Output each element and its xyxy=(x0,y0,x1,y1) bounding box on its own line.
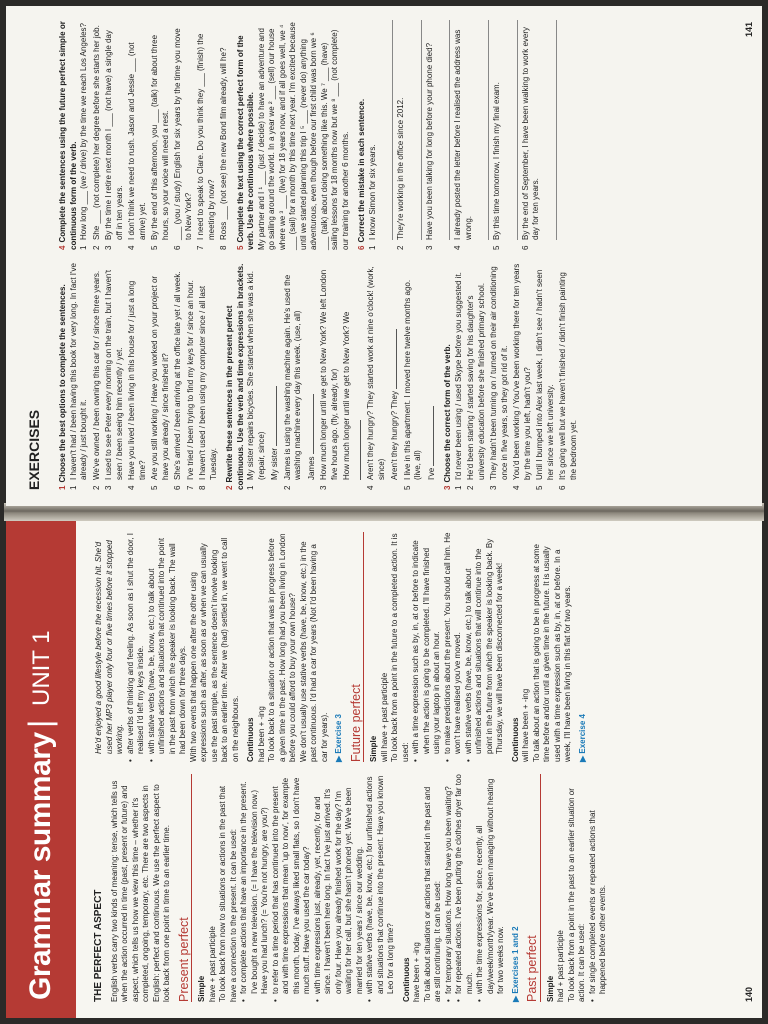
answer-line xyxy=(505,20,518,240)
grammar-summary-banner xyxy=(6,518,76,1018)
item-number: 6 xyxy=(520,245,530,250)
item-text: I'd never been using / used Skype before you suggested it. xyxy=(453,272,463,480)
exercise-item xyxy=(127,20,148,250)
item-text: She ___ (not complete) her degree before she starts her job. xyxy=(91,25,101,240)
exercise-item xyxy=(512,262,533,490)
subheading: Continuous xyxy=(246,717,255,762)
item-number: 1 xyxy=(79,245,88,250)
bullet-point: • with a time expression such as by, in, at or before to indicate when the action is going to be completed. I'll have finished using your laptop in about an hour. xyxy=(411,532,443,762)
answer-prompt: My sister xyxy=(269,262,281,490)
exercise-item xyxy=(396,20,407,250)
item-number: 4 xyxy=(453,245,462,250)
item-text: I haven't used / been using my computer since / all last Tuesday. xyxy=(198,285,218,480)
bullet-point: • to make predictions about the present. You should call him. He won't have realised you've moved. xyxy=(443,532,464,762)
item-text: Have you lived / been living in this house for / just a long time? xyxy=(127,280,147,480)
item-text: Aren't they hungry? They started work at nine o'clock! (work, since) xyxy=(366,266,386,480)
item-number: 3 xyxy=(104,245,113,250)
example-sentence: He'd enjoyed a good lifestyle before the recession hit. She'd used her MP3 player only four or five times before it stopped working. xyxy=(94,540,124,754)
exercise-item xyxy=(521,20,542,250)
exercise-item xyxy=(535,262,556,490)
item-text: It's going well but we haven't finished / didn't finish painting the bedroom yet. xyxy=(558,272,578,480)
exercise-item xyxy=(150,262,171,490)
exercise-item xyxy=(425,20,436,250)
instruction-text: Complete the text using the correct perfect form of the verb. Use the continuous where possible. xyxy=(235,35,255,250)
item-number: 3 xyxy=(489,485,498,490)
bullet-point: • with stative verbs (have, be, know, etc.) to talk about unfinished actions and situations that will continue into the point in the future from which the speaker is looking back. By Thursday, we will have been disconnected for a week! xyxy=(464,532,506,762)
exercise-item xyxy=(150,20,171,250)
item-text: By the end of this afternoon, you ___ (talk) for about three hours, so your voice will need a rest. xyxy=(150,34,170,240)
paragraph: My partner and I ¹ ___ (just / decide) to have an adventure and go sailing around the world. In a year we ² ___ (sell) our house where we ³ ___ (live) for 18 years now, and if all goes well, we ⁴ ___ (sail) for a month by this time next year. I'm excited because until we started planning this trip I ⁵ ___ (never do) anything adventurous, even though before our first child was born we ⁶ ___ (talk) about doing something like this. We ⁷ ___ (have) sailing lessons for 18 months now but we ⁸ ___ (not complete) our training for another 6 months. xyxy=(256,22,350,250)
paragraph: English verbs carry two kinds of meaning: tense, which tells us when the action occurred in time (past, present or future) and aspect, which tells us how we view this time – whether it's completed, ongoing, temporary, etc. There are two aspects in English: perfect and continuous. We use the perfect aspect to look back from one point in time to an earlier time. xyxy=(109,780,171,1002)
bullet-point: • for temporary situations. How long have you been waiting? xyxy=(444,774,455,1002)
answer-prompt: James xyxy=(306,262,318,490)
left-column-2 xyxy=(94,532,732,762)
subheading: Simple xyxy=(545,975,555,1002)
item-text: How much longer until we get to New York? We left London five hours ago. (fly, already, for) xyxy=(319,269,339,480)
answer-prompt: I've xyxy=(426,262,438,490)
answer-line xyxy=(544,20,557,240)
item-number: 6 xyxy=(558,485,567,490)
item-number: 1 xyxy=(367,245,377,250)
bullet-point: • to refer to a time period that has continued into the present and with time expressions that mean 'up to now', for example this month, today. I've always liked small flats, so I don't have much stuff. Have you used the car today? xyxy=(271,774,313,1002)
paragraph: To talk about situations or actions that started in the past and are still continuing. It can be used: xyxy=(422,786,442,1002)
instruction-text: Choose the correct form of the verb. xyxy=(443,344,452,483)
paragraph: To look back from a point in the past to an earlier situation or action. It can be used: xyxy=(566,788,586,1002)
item-text: I need to speak to Clare. Do you think they ___ (finish) the meeting by now? xyxy=(196,33,216,240)
exercise-item xyxy=(453,20,474,250)
item-text: My sister repairs bicycles. She started when she was a kid. (repair, since) xyxy=(246,271,266,480)
item-text: I don't think we need to rush. Jason and Jessie ___ (not arrive) yet. xyxy=(127,42,147,240)
instruction-text: Complete the sentences using the future perfect simple or continuous form of the verb. xyxy=(58,21,78,250)
exercise-item xyxy=(104,20,125,250)
paragraph: have been + -ing xyxy=(412,942,421,1002)
item-number: 2 xyxy=(282,485,292,490)
exercise-instruction xyxy=(58,20,79,250)
bullet-point: • for complete actions that have an importance in the present. I've bought a new television. (= I have the television now.) Have you had lunch? (= You're not hungry, are you?) xyxy=(239,774,271,1002)
item-number: 7 xyxy=(185,485,195,490)
exercise-item xyxy=(92,262,103,490)
item-text: You'd been working / You've been working there for ten years by the time you left, hadn't you? xyxy=(512,263,532,480)
exercise-item xyxy=(186,262,197,490)
answer-prompt: How much longer until we get to New York? We xyxy=(342,262,364,490)
exercise-item xyxy=(454,262,465,490)
item-number: 5 xyxy=(402,485,412,490)
item-number: 2 xyxy=(466,485,475,490)
exercise-number: 5 xyxy=(235,245,245,250)
item-number: 3 xyxy=(424,245,434,250)
paragraph: have + past participle xyxy=(207,926,217,1002)
exercise-instruction xyxy=(357,20,368,250)
exercise-item xyxy=(69,262,90,490)
exercise-instruction xyxy=(236,20,257,250)
item-text: By this time tomorrow, I finish my final exam. xyxy=(492,82,501,240)
bullet-point: • with stative verbs (have, be, know, etc.) to talk about unfinished actions and situations that continued into the point in the past from which the speaker is looking back. The wall had been down for three days. xyxy=(147,532,189,762)
item-number: 1 xyxy=(246,485,255,490)
paragraph: We don't usually use stative verbs (have, be, know, etc.) in the past continuous. I'd had a car for years (Not I'd been having a car for years). xyxy=(298,541,329,762)
exercise-item xyxy=(403,262,424,490)
paragraph: had + past participle xyxy=(556,930,565,1002)
item-text: I already posted the letter before I realised the address was wrong. xyxy=(453,29,473,240)
bullet-point: • for single completed events or repeated actions that happened before other events. xyxy=(588,774,609,1002)
exercise-number: 2 xyxy=(225,485,234,490)
paragraph: will have been + -ing xyxy=(521,688,530,762)
answer-line xyxy=(476,20,489,240)
item-text: I live in this apartment. I moved here twelve months ago. (live, all) xyxy=(402,279,422,480)
left-column-1 xyxy=(94,774,732,1002)
item-text: By the end of September, I have been walking to work every day for ten years. xyxy=(520,26,540,240)
item-number: 4 xyxy=(127,245,136,250)
item-text: Have you been talking for long before your phone died? xyxy=(424,42,434,240)
paragraph: With two events that happen one after the other using expressions such as after, as soon as or when we can usually use the past simple, as the sentence doesn't involve looking back to an earlier time. After we (had) settled in, we went to call on the neighbours. xyxy=(188,537,240,762)
exercise-link: ▶ Exercises 1 and 2 xyxy=(510,926,520,1002)
item-number: 5 xyxy=(150,245,159,250)
bullet-point: • with stative verbs (have, be, know, etc.) for unfinished actions and situations that continue into the present. Have you known Leo for a long time? xyxy=(365,774,397,1002)
item-number: 7 xyxy=(196,245,205,250)
banner-unit: UNIT 1 xyxy=(28,630,55,706)
item-text: Until I bumped into Alex last week, I didn't see / hadn't seen her since we left university. xyxy=(535,269,555,480)
exercise-item xyxy=(104,262,125,490)
item-number: 4 xyxy=(366,485,375,490)
exercise-item xyxy=(92,20,103,250)
topic-heading: Past perfect xyxy=(527,774,541,1002)
instruction-text: Choose the best options to complete the sentences. xyxy=(58,284,67,483)
paragraph: had been + -ing xyxy=(256,706,266,762)
item-text: Ross ___ (not see) the new Bond film already, will he? xyxy=(219,47,228,240)
exercise-number: 1 xyxy=(58,485,67,490)
item-text: We've owned / been owning this car for / since three years. xyxy=(91,270,101,480)
item-number: 8 xyxy=(198,485,207,490)
exercise-item xyxy=(283,262,304,490)
exercise-item xyxy=(127,262,148,490)
exercise-item xyxy=(198,262,219,490)
item-number: 2 xyxy=(91,245,101,250)
item-text: Are you still working / Have you worked on your project or have you already / since finished it? xyxy=(150,275,170,480)
exercise-item xyxy=(489,262,510,490)
topic-heading: Future perfect xyxy=(351,532,365,762)
exercise-number: 6 xyxy=(357,245,366,250)
answer-line xyxy=(409,20,422,240)
paragraph: To talk about an action that is going to be in progress at some time before and/or until a given time in the future. It is usually used with a time expression such as by, in, at or before. In a week, I'll have been living in this flat for two years. xyxy=(531,544,572,762)
exercise-item xyxy=(219,20,230,250)
page-number-left: 140 xyxy=(744,986,754,1002)
exercise-link: ▶ Exercise 3 xyxy=(334,714,343,762)
banner-title: Grammar summary xyxy=(24,732,57,1000)
item-text: I haven't had / been having this book for very long. In fact I've already / just bought it. xyxy=(68,263,88,480)
exercise-item xyxy=(196,20,217,250)
item-text: James is using the washing machine again. He's used the washing machine every day this week. (use, all) xyxy=(282,274,302,480)
exercises-title: EXERCISES xyxy=(26,409,42,490)
right-column-1 xyxy=(52,262,732,490)
item-number: 6 xyxy=(173,245,182,250)
item-number: 2 xyxy=(396,245,405,250)
item-text: I've tried / been trying to find my keys for / since an hour. xyxy=(185,280,195,480)
page-number-right: 141 xyxy=(744,22,754,38)
right-page xyxy=(6,6,762,506)
item-text: She's arrived / been arriving at the office late yet / all week. xyxy=(173,271,182,480)
bullet-point: • with the time expressions for, since, recently, all day/week/month/year. We've been managing without heating for two weeks now. xyxy=(475,774,507,1002)
exercise-instruction xyxy=(58,262,69,490)
exercise-item xyxy=(558,262,579,490)
exercise-item xyxy=(173,262,184,490)
item-text: By the time I retire next month I ___ (not have) a single day off in ten years. xyxy=(104,30,124,240)
exercise-item xyxy=(492,20,503,250)
paragraph: will have + past participle xyxy=(379,672,389,762)
item-text: I know Simon for six years. xyxy=(367,144,377,240)
answer-line xyxy=(437,20,450,240)
item-number: 2 xyxy=(91,485,101,490)
item-text: How long ___ (we / drive) by the time we reach Los Angeles? xyxy=(79,22,88,240)
left-page xyxy=(6,518,762,1018)
exercise-instruction xyxy=(443,262,454,490)
right-column-2 xyxy=(52,20,732,250)
exercise-item xyxy=(319,262,340,490)
answer-line xyxy=(380,20,393,240)
item-number: 4 xyxy=(127,485,136,490)
item-text: They hadn't been turning on / turned on their air conditioning once in five years, so they got rid of it. xyxy=(489,266,509,480)
exercise-item xyxy=(368,20,379,250)
section-heading: THE PERFECT ASPECT xyxy=(93,889,104,1002)
exercise-item xyxy=(246,262,267,490)
exercise-item xyxy=(366,262,387,490)
subheading: Continuous xyxy=(510,717,520,762)
bullet-point: • with time expressions just, already, yet, recently, for and since. I haven't been here long. In fact I've just arrived. It's only four. Have you already finished work for the day? I'm waiting for her call, but she hasn't phoned yet. We've been married for ten years / since our wedding. xyxy=(313,774,366,1002)
item-text: He'd been starting / started saving for his daughter's university education before she finished primary school. xyxy=(466,283,486,480)
exercise-link: ▶ Exercise 4 xyxy=(577,714,587,762)
item-text: I used to see Peter every morning on the train, but I haven't seen / been seeing him recently / yet. xyxy=(104,269,124,480)
exercise-item xyxy=(173,20,194,250)
item-number: 5 xyxy=(492,245,501,250)
instruction-text: Rewrite these sentences in the present perfect continuous. Use the verb and time expressions in brackets. xyxy=(225,263,245,490)
answer-prompt: Aren't they hungry? They xyxy=(389,262,401,490)
item-number: 1 xyxy=(68,485,78,490)
item-number: 3 xyxy=(104,485,113,490)
exercise-number: 4 xyxy=(58,245,67,250)
instruction-text: Correct the mistake in each sentence. xyxy=(357,98,366,243)
item-number: 8 xyxy=(219,245,228,250)
bullet-point: • for repeated actions. I've been putting the clothes dryer far too much. xyxy=(454,774,475,1002)
exercise-item xyxy=(466,262,487,490)
paragraph: To look back to a situation or action that was in progress before a given time in the past. How long had you been living in London before you could afford to buy your own house? xyxy=(267,533,297,762)
item-number: 4 xyxy=(512,485,521,490)
item-text: ___ (you / study) English for six years by the time you move to New York? xyxy=(173,28,193,240)
exercise-item xyxy=(79,20,90,250)
item-text: They're working in the office since 2012. xyxy=(396,97,405,240)
paragraph: To look back from now to situations or actions in the past that have a connection to the present. It can be used: xyxy=(218,785,238,1002)
item-number: 5 xyxy=(150,485,159,490)
item-number: 1 xyxy=(453,485,463,490)
banner-separator: | xyxy=(22,719,58,728)
subheading: Simple xyxy=(369,735,378,762)
subheading: Continuous xyxy=(401,957,411,1002)
exercise-instruction xyxy=(225,262,246,490)
exercise-number: 3 xyxy=(443,485,452,490)
item-number: 5 xyxy=(535,485,544,490)
item-number: 6 xyxy=(173,485,182,490)
paragraph: To look back from a point in the future to a completed action. It is used: xyxy=(390,533,410,762)
subheading: Simple xyxy=(197,975,206,1002)
bullet-point: • after verbs of thinking and feeling. As soon as I shut the door, I realised I'd left my keys inside. xyxy=(126,532,147,762)
item-number: 3 xyxy=(319,485,328,490)
topic-heading: Present perfect xyxy=(179,774,193,1002)
